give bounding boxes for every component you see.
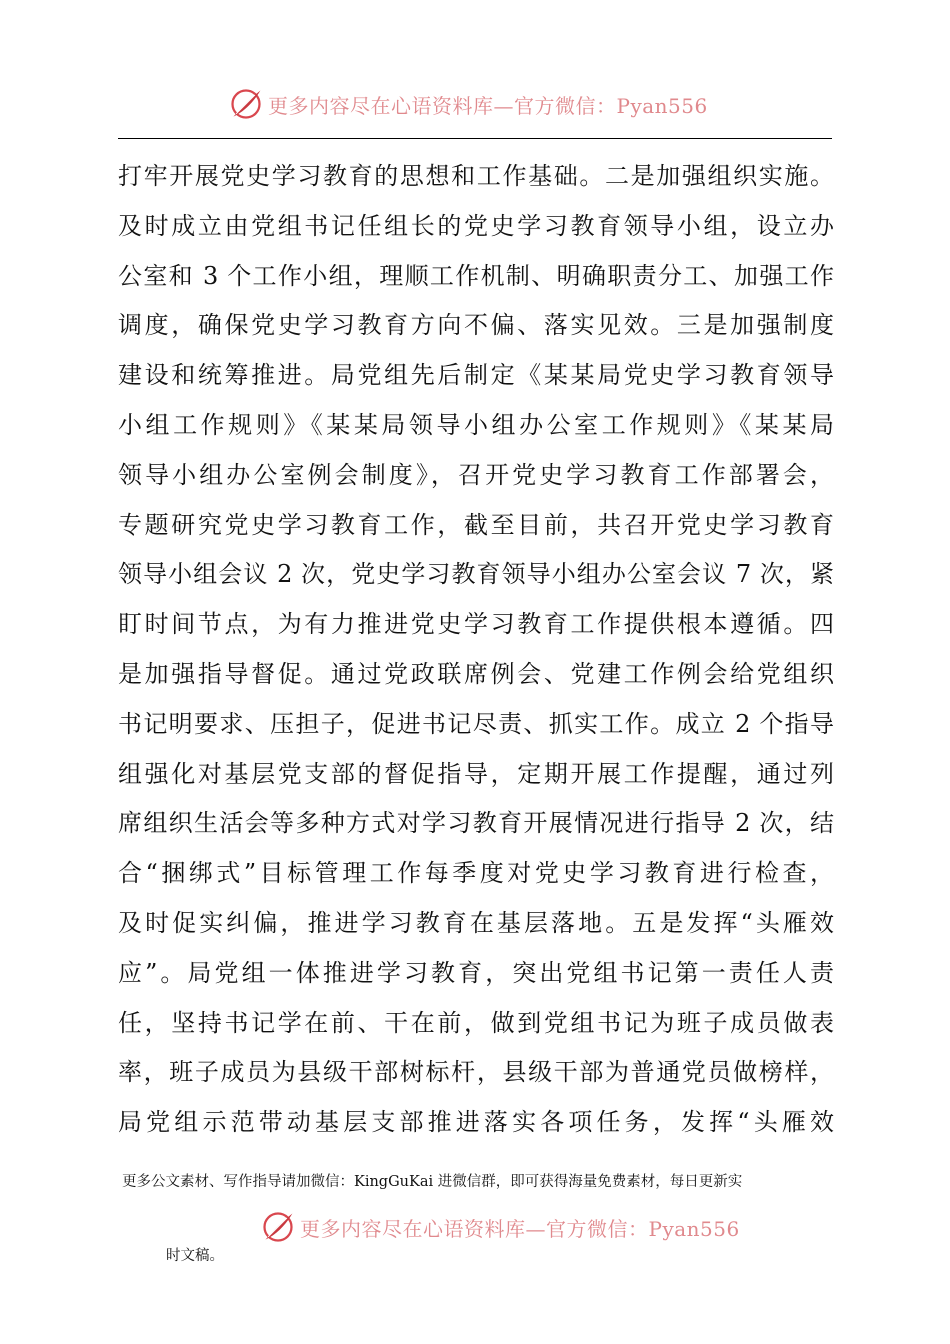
text-line: 领导小组办公室例会制度》，召开党史学习教育工作部署会， [118,460,834,489]
footer-note: 更多公文素材、写作指导请加微信：KingGuKai 进微信群，即可获得海量免费素材，每日更新实 [122,1174,743,1190]
text-line: 应”。局党组一体推进学习教育，突出党组书记第一责任人责 [118,958,834,987]
text-line: 是加强指导督促。通过党政联席例会、党建工作例会给党组织 [118,659,834,688]
text-line: 公室和 3 个工作小组，理顺工作机制、明确职责分工、加强工作 [118,261,834,290]
header-brand-text: 更多内容尽在心语资料库—官方微信：Pyan556 [268,93,708,118]
text-line: 及时促实纠偏，推进学习教育在基层落地。五是发挥“头雁效 [118,908,834,937]
footer-brand-text: 更多内容尽在心语资料库—官方微信：Pyan556 [300,1216,740,1241]
text-line: 建设和统筹推进。局党组先后制定《某某局党史学习教育领导 [118,361,834,390]
text-line: 率，班子成员为县级干部树标杆，县级干部为普通党员做榜样， [118,1058,834,1087]
text-line: 调度，确保党史学习教育方向不偏、落实见效。三是加强制度 [118,311,834,340]
text-line: 组强化对基层党支部的督促指导，定期开展工作提醒，通过列 [118,759,834,788]
text-line: 盯时间节点，为有力推进党史学习教育工作提供根本遵循。四 [118,610,834,639]
text-line: 书记明要求、压担子，促进书记尽责、抓实工作。成立 2 个指导 [118,709,834,738]
text-line: 领导小组会议 2 次，党史学习教育领导小组办公室会议 7 次，紧 [118,560,834,589]
feather-circle-logo-icon [260,1209,296,1245]
text-line: 及时成立由党组书记任组长的党史学习教育领导小组，设立办 [118,211,834,240]
body-text [118,152,834,1148]
footer-note-continuation: 时文稿。 [166,1248,224,1264]
text-line: 席组织生活会等多种方式对学习教育开展情况进行指导 2 次，结 [118,809,834,838]
text-line: 小组工作规则》《某某局领导小组办公室工作规则》《某某局 [118,410,834,439]
footer-watermark [260,1207,740,1247]
header-watermark [228,84,708,124]
feather-circle-logo-icon [228,86,264,122]
text-line: 合“捆绑式”目标管理工作每季度对党史学习教育进行检查， [118,859,834,888]
text-line: 打牢开展党史学习教育的思想和工作基础。二是加强组织实施。 [118,162,834,190]
header-divider [118,138,832,139]
text-line: 任，坚持书记学在前、干在前，做到党组书记为班子成员做表 [118,1008,834,1037]
text-line: 专题研究党史学习教育工作，截至目前，共召开党史学习教育 [118,510,834,539]
text-line: 局党组示范带动基层支部推进落实各项任务，发挥“头雁效 [118,1108,834,1137]
